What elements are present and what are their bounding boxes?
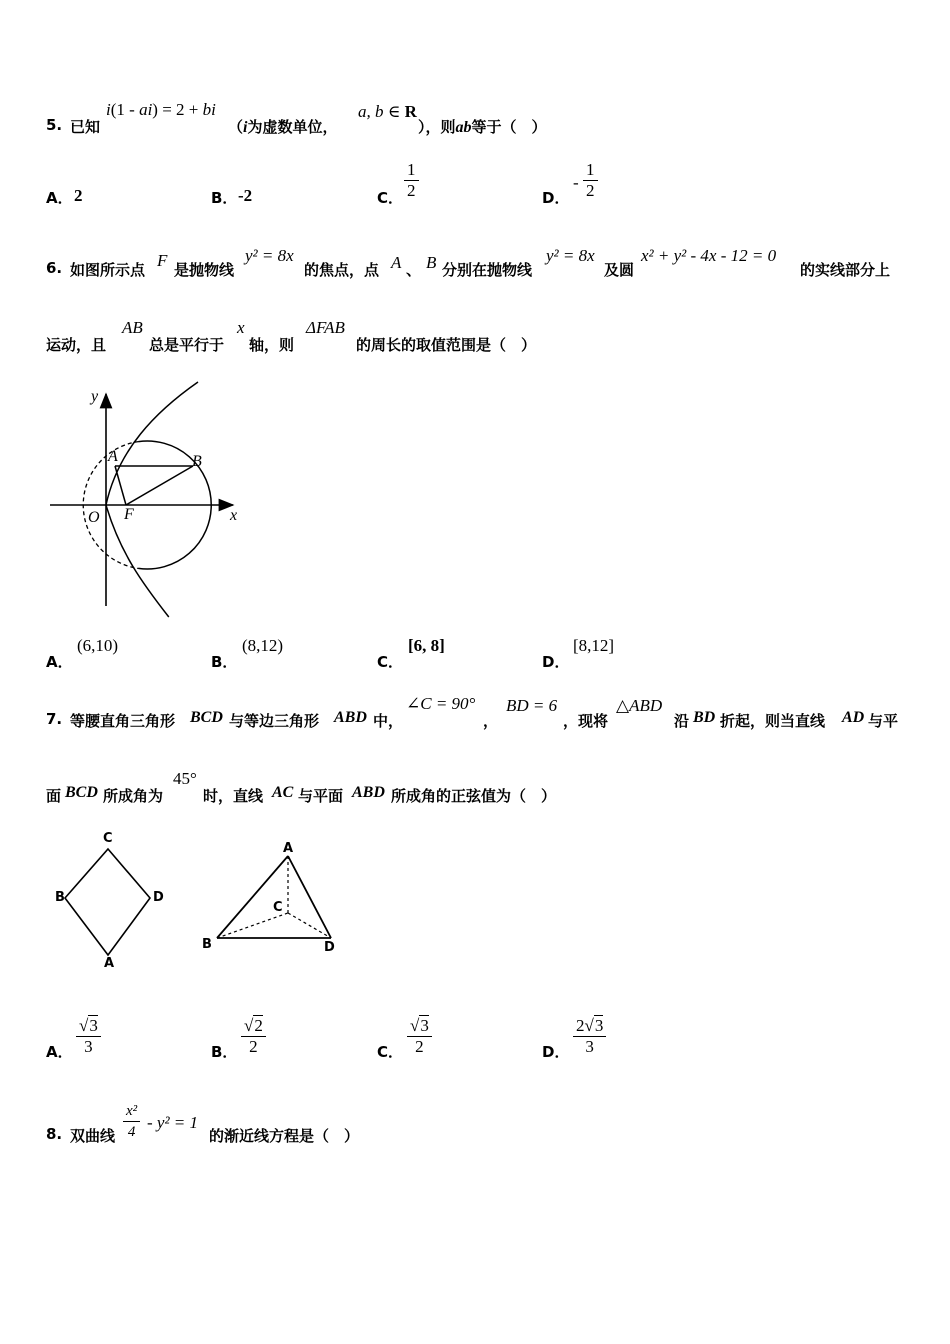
q6-point-b: B [426,253,437,272]
q7-abd: ABD [334,709,367,726]
q8-text-1: 双曲线 [70,1127,116,1145]
q5-option-d-fraction: 1 2 [583,160,598,201]
q6-fig-label-y: y [91,388,99,405]
q7-fig1-label-c: C [103,831,113,846]
q8-fraction: x² 4 [123,1101,140,1142]
q7-line2-text-1: 面 [46,787,62,805]
q6-axis-x: x [237,318,245,337]
q6-fig-label-b: B [192,453,202,470]
q7-option-b-label[interactable]: B． [211,1043,238,1061]
q5-equation: i(1 - ai) = 2 + bi [106,100,216,119]
q6-circle-equation: x² + y² - 4x - 12 = 0 [641,246,777,265]
q6-parabola-1: y² = 8x [245,246,294,265]
q7-option-d-label[interactable]: D． [542,1043,570,1061]
q6-option-a-label[interactable]: A． [46,653,73,671]
q6-fig-label-f: F [124,506,134,523]
q7-comma: ， [483,712,499,730]
q7-option-c-fraction: √3 2 [407,1016,432,1057]
q5-note: （i为虚数单位， [228,118,338,136]
q5-number: 5. [46,116,63,134]
q6-option-b-value: (8,12) [242,636,284,655]
q6-triangle-fab: ΔFAB [306,318,345,337]
q7-line2-text-5: 所成角的正弦值为（ ） [391,787,557,805]
q6-text-2: 是抛物线 [174,261,235,279]
q7-text-1: 等腰直角三角形 [70,712,176,730]
q7-fig2-label-b: B [202,937,212,952]
q5-prefix: 已知 [70,118,101,136]
q5-option-a-label[interactable]: A． [46,189,73,207]
q6-line2-text-4: 的周长的取值范围是（ ） [356,336,537,354]
q7-option-d-fraction: 2√3 3 [573,1016,606,1057]
q7-line2-text-3: 时，直线 [203,787,264,805]
q7-bd-length: BD = 6 [506,696,558,715]
q6-point-a: A [391,253,402,272]
q6-fig-label-x: x [230,507,238,524]
q6-option-d-value: [8,12] [573,636,615,655]
q6-option-a-value: (6,10) [77,636,119,655]
q6-fig-label-o: O [88,509,100,526]
q6-line2-text-3: 轴，则 [249,336,295,354]
q7-fig2-label-a: A [283,841,294,856]
q6-fig-label-a: A [108,448,118,465]
q6-option-b-label[interactable]: B． [211,653,238,671]
q5-option-d-sign: - [573,173,579,192]
q7-option-b-fraction: √2 2 [241,1016,266,1057]
q7-bcd-2: BCD [65,784,98,801]
q7-text-7: 与平 [868,712,899,730]
q5-option-c-label[interactable]: C． [377,189,404,207]
q5-ask: ），则ab等于（ ） [418,118,547,136]
q7-line2-text-2: 所成角为 [103,787,164,805]
q7-text-5: 沿 [674,712,690,730]
q6-text-5: 及圆 [604,261,635,279]
q5-option-d-label[interactable]: D． [542,189,570,207]
q5-option-c-fraction: 1 2 [404,160,419,201]
q6-text-6: 的实线部分上 [800,261,891,279]
q7-text-4: ，现将 [563,712,609,730]
q6-segment-ab: AB [122,318,143,337]
q7-fig2-label-d: D [324,940,335,955]
q6-separator: 、 [406,261,422,279]
q5-option-b-label[interactable]: B． [211,189,238,207]
q6-option-d-label[interactable]: D． [542,653,570,671]
q6-option-c-label[interactable]: C． [377,653,404,671]
q5-option-b-value: -2 [238,186,253,205]
q8-equation-rest: - y² = 1 [147,1113,199,1132]
q7-option-a-fraction: √3 3 [76,1016,101,1057]
q7-fig1-label-d: D [153,890,164,905]
q7-option-c-label[interactable]: C． [377,1043,404,1061]
q7-ad: AD [842,709,865,726]
q7-triangle-abd: △ABD [616,696,663,715]
q6-text-4: 分别在抛物线 [442,261,533,279]
q7-line2-text-4: 与平面 [298,787,344,805]
q6-parabola-2: y² = 8x [546,246,595,265]
q6-point-f: F [157,251,168,270]
q6-option-c-value: [6, 8] [408,636,445,655]
q6-line2-text-2: 总是平行于 [149,336,225,354]
q7-text-2: 与等边三角形 [229,712,320,730]
q6-text-1: 如图所示点 [70,261,146,279]
q6-text-3: 的焦点，点 [304,261,380,279]
q7-fig2-label-c: C [273,900,283,915]
q7-text-6: 折起，则当直线 [720,712,826,730]
q7-number: 7. [46,710,63,728]
q6-number: 6. [46,259,63,277]
q7-bd: BD [693,709,716,726]
q5-option-a-value: 2 [74,186,83,205]
q7-fig1-label-b: B [55,890,65,905]
q7-angle: ∠C = 90° [406,694,476,713]
q8-text-2: 的渐近线方程是（ ） [209,1127,360,1145]
q7-degree: 45° [173,769,197,788]
q7-option-a-label[interactable]: A． [46,1043,73,1061]
q7-text-3: 中， [373,712,404,730]
q8-number: 8. [46,1125,63,1143]
q7-fig1-label-a: A [104,956,115,971]
q7-ac: AC [272,784,294,801]
q5-condition: a, b ∈ R [358,102,417,121]
q7-bcd: BCD [190,709,223,726]
q7-abd-2: ABD [352,784,385,801]
q6-line2-text-1: 运动，且 [46,336,107,354]
